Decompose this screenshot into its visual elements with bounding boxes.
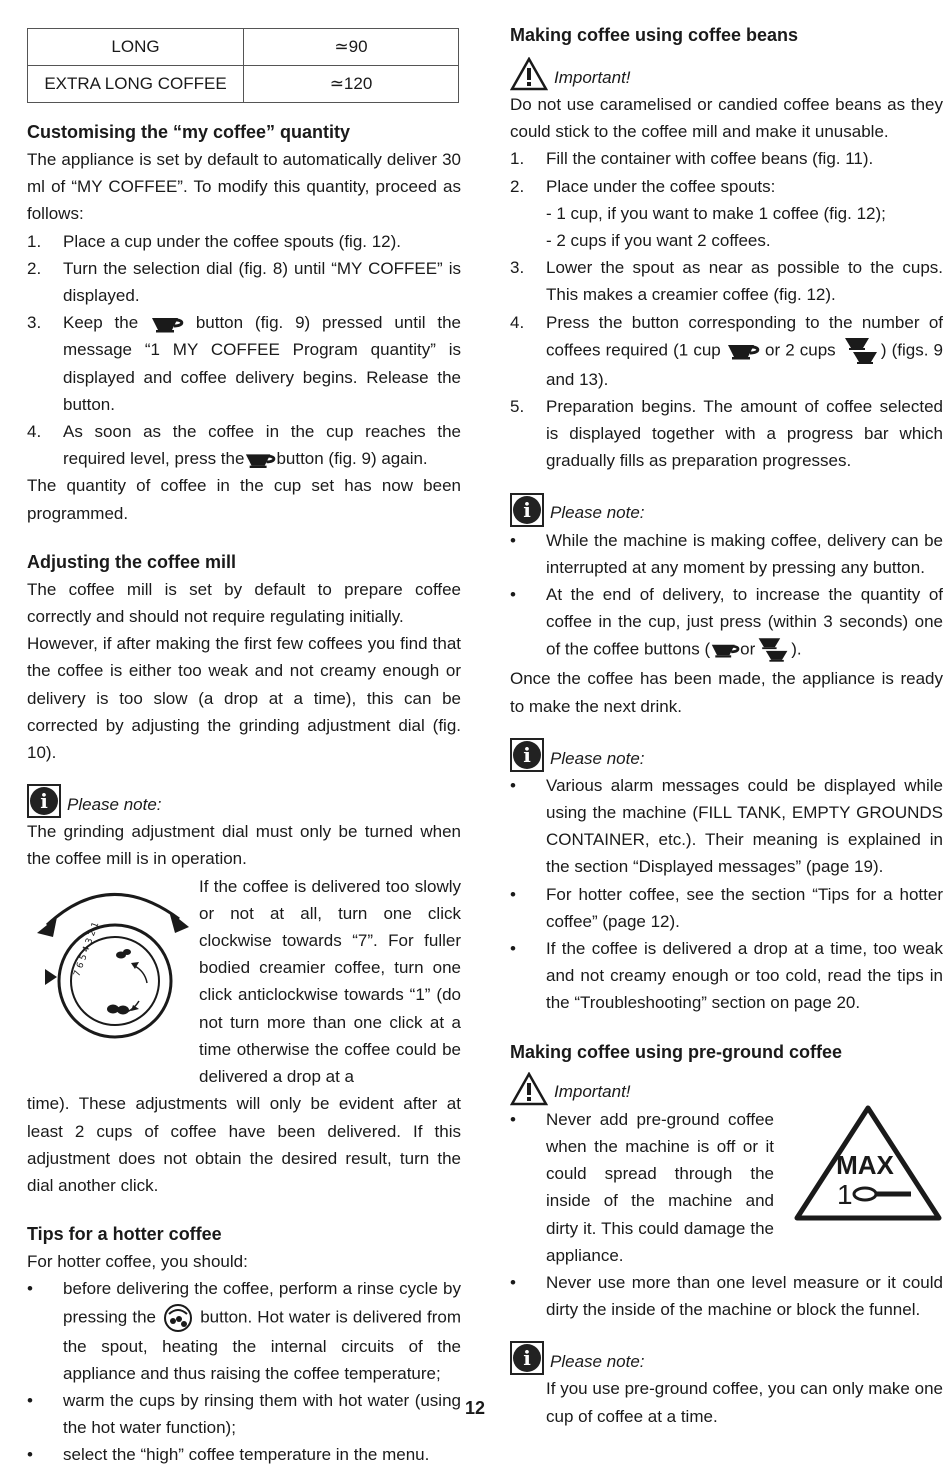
important-label: Important!	[554, 67, 631, 87]
sub-item: - 2 cups if you want 2 coffees.	[546, 231, 771, 251]
rinse-button-icon	[161, 1303, 195, 1333]
important-notice	[510, 57, 943, 91]
please-note	[27, 784, 461, 818]
one-cup-icon	[710, 640, 740, 660]
one-cup-icon	[150, 314, 184, 334]
two-cups-icon	[755, 635, 791, 665]
paragraph: The grinding adjustment dial must only be turned when the coffee mill is in operation.	[27, 822, 461, 869]
steps-list	[510, 145, 943, 199]
list-item: • While the machine is making coffee, delivery can be interrupted at any moment by pressing any button.	[510, 530, 943, 577]
paragraph: Do not use caramelised or candied coffee beans as they could stick to the coffee mill and make it unusable.	[510, 95, 943, 142]
list-item: • before delivering the coffee, perform a rinse cycle by pressing the button. Hot water is delivered from the spout, heating the internal circuits of the appliance and thus raising the coffee temperature;	[27, 1279, 461, 1383]
section-heading-hotter: Tips for a hotter coffee	[27, 1224, 222, 1245]
list-item: • Various alarm messages could be displayed while using the machine (FILL TANK, EMPTY GROUNDS CONTAINER, etc.). Their meaning is explained in the section “Displayed messages” (page 19).	[510, 775, 943, 877]
list-item: • If the coffee is delivered a drop at a time, too weak and not creamy enough or too cold, read the tips in the “Troubleshooting” section on page 20.	[510, 939, 943, 1013]
note-list	[510, 527, 943, 666]
table-row	[28, 29, 459, 66]
note-label: Please note:	[550, 1352, 645, 1372]
steps-list	[27, 228, 461, 473]
tips-list	[27, 1275, 461, 1468]
info-icon: i	[27, 784, 61, 818]
list-item: 2. Place under the coffee spouts:	[510, 176, 776, 196]
list-item: • Never use more than one level measure or it could dirty the inside of the machine or block the funnel.	[510, 1272, 943, 1320]
preground-block	[510, 1106, 943, 1324]
paragraph: time). These adjustments will only be evident after at least 2 cups of coffee have been delivered. If this adjustment does not obtain the desired result, turn the dial another click.	[27, 1094, 461, 1195]
table-cell-value: ≃120	[244, 66, 459, 103]
list-item: 5. Preparation begins. The amount of coffee selected is displayed together with a progress bar which gradually fills as preparation progresses.	[510, 397, 943, 471]
left-column	[27, 0, 461, 1469]
important-label: Important!	[554, 1082, 631, 1102]
table-cell-name: EXTRA LONG COFFEE	[28, 66, 244, 103]
please-note	[510, 738, 943, 772]
section-heading-beans: Making coffee using coffee beans	[510, 25, 799, 45]
warning-icon	[510, 57, 548, 91]
list-item: 4. As soon as the coffee in the cup reaches the required level, press the button (fig. 9) again.	[27, 422, 461, 469]
note-label: Please note:	[550, 503, 645, 523]
warning-icon	[510, 1072, 548, 1106]
max-number: 1	[837, 1178, 853, 1210]
please-note	[510, 493, 943, 527]
note-label: Please note:	[550, 748, 645, 768]
list-item: 3. Keep the button (fig. 9) pressed until the message “1 MY COFFEE Program quantity” is displayed and coffee delivery begins. Release the button.	[27, 313, 461, 414]
list-item: • For hotter coffee, see the section “Tips for a hotter coffee” (page 12).	[510, 884, 943, 931]
two-cups-icon	[841, 336, 881, 366]
important-notice	[510, 1072, 943, 1106]
quantity-table	[27, 28, 459, 103]
right-column	[510, 0, 943, 1430]
section-heading-coffee-mill: Adjusting the coffee mill	[27, 551, 237, 572]
table-cell-value: ≃90	[244, 29, 459, 66]
grinding-dial-icon	[27, 873, 197, 1043]
info-icon: i	[510, 738, 544, 772]
steps-list	[510, 254, 943, 474]
list-item: 2. Turn the selection dial (fig. 8) until “MY COFFEE” is displayed.	[27, 258, 461, 306]
section-heading-my-coffee: Customising the “my coffee” quantity	[27, 122, 351, 142]
paragraph: However, if after making the first few coffees you find that the coffee is either too weak and not creamy enough or delivery is too slow (a drop at a time), this can be corrected by adjusting the grinding adjustment dial (fig. 10).	[27, 634, 461, 763]
one-cup-icon	[726, 341, 760, 361]
table-row	[28, 66, 459, 103]
list-item: 1. Fill the container with coffee beans (fig. 11).	[510, 149, 874, 169]
list-item: • select the “high” coffee temperature in the menu.	[27, 1445, 430, 1465]
info-icon: i	[510, 493, 544, 527]
paragraph: If you use pre-ground coffee, you can only make one cup of coffee at a time.	[546, 1379, 943, 1426]
paragraph: Once the coffee has been made, the appliance is ready to make the next drink.	[510, 669, 943, 716]
sub-item: - 1 cup, if you want to make 1 coffee (fig. 12);	[546, 203, 886, 223]
max-measure-sign-icon	[793, 1104, 943, 1222]
paragraph: If the coffee is delivered too slowly or not at all, turn one click clockwise towards “7”. For fuller bodied creamier coffee, turn one click anticlockwise towards “1” (do not turn more than one click at a time otherwise the coffee could be delivered a drop at a	[199, 876, 461, 1087]
paragraph: The quantity of coffee in the cup set has now been programmed.	[27, 476, 461, 523]
dial-block	[27, 873, 461, 1091]
list-item: • At the end of delivery, to increase the quantity of coffee in the cup, just press (within 3 seconds) one of the coffee buttons ( or ).	[510, 581, 943, 665]
max-label: MAX	[836, 1149, 894, 1180]
section-heading-preground: Making coffee using pre-ground coffee	[510, 1041, 843, 1062]
list-item: • Never add pre-ground coffee when the machine is off or it could spread through the inside of the machine and dirty it. This could damage the appliance.	[510, 1109, 774, 1265]
please-note	[510, 1341, 943, 1375]
info-icon: i	[510, 1341, 544, 1375]
list-item: 3. Lower the spout as near as possible to the cups. This makes a creamier coffee (fig. 12).	[510, 258, 943, 305]
svg-text:7 6 5 4 3 2 1: 7 6 5 4 3 2 1	[72, 920, 102, 978]
page-number: 12	[464, 1398, 486, 1418]
list-item: 1. Place a cup under the coffee spouts (fig. 12).	[27, 231, 402, 251]
one-cup-icon	[244, 450, 276, 470]
table-cell-name: LONG	[28, 29, 244, 66]
note-list	[510, 772, 943, 1017]
list-item: • warm the cups by rinsing them with hot water (using the hot water function);	[27, 1390, 461, 1438]
paragraph: For hotter coffee, you should:	[27, 1252, 248, 1272]
note-label: Please note:	[67, 795, 162, 815]
paragraph: The appliance is set by default to automatically deliver 30 ml of “MY COFFEE”. To modify this quantity, proceed as follows:	[27, 150, 461, 224]
list-item: 4. Press the button corresponding to the number of coffees required (1 cup or 2 cups ) (figs. 9 and 13).	[510, 312, 943, 389]
paragraph: The coffee mill is set by default to prepare coffee correctly and should not require regulating initially.	[27, 579, 461, 627]
